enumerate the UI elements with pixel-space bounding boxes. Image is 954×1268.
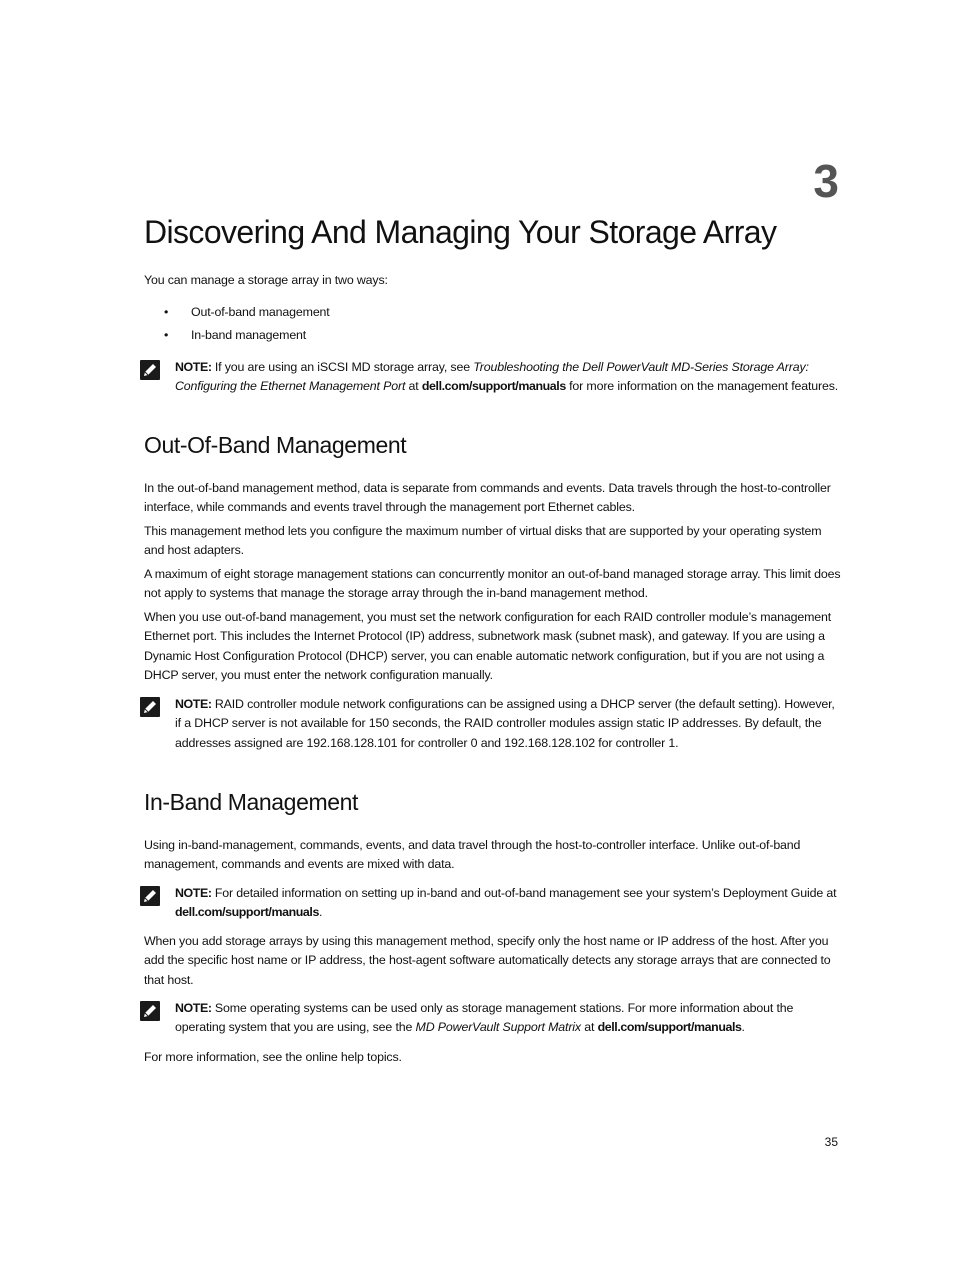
paragraph: A maximum of eight storage management stations can concurrently monitor an out-of-band managed storage array. This limit does not apply to systems that manage the storage array through the in-band management method.: [144, 567, 841, 601]
note-label: NOTE:: [175, 697, 212, 711]
manuals-link[interactable]: dell.com/support/manuals: [421, 379, 566, 394]
chapter-number: 3: [813, 155, 839, 207]
paragraph: When you use out-of-band management, you must set the network configuration for each RAID controller module’s management Ethernet port. This includes the Internet Protocol (IP) address, subnetwork mask (subnet mask), and gateway. If you are using a Dynamic Host Configuration Protocol (DHCP) server, you can enable automatic network configuration, but if you are not using a DHCP server, you must enter the network configuration manually.: [144, 610, 832, 683]
note-text-part: .: [318, 905, 323, 920]
manuals-link[interactable]: dell.com/support/manuals: [175, 905, 319, 920]
list-item: [164, 301, 330, 324]
page-number: 35: [824, 1135, 838, 1149]
note-text-part: for more information on the management features.: [565, 379, 839, 394]
note-text: [175, 695, 840, 753]
note-text-part: Some operating systems can be used only as storage management stations. For more information about the operating system that you are using, see the: [175, 1001, 794, 1035]
note-label: NOTE:: [175, 1001, 212, 1015]
list-item-text: In-band management: [191, 328, 307, 342]
bullet-icon: •: [164, 328, 169, 342]
paragraph: For more information, see the online help topics.: [144, 1050, 402, 1064]
bullet-icon: •: [164, 305, 169, 319]
paragraph: When you add storage arrays by using this management method, specify only the host name or IP address of the host. After you add the specific host name or IP address, the host-agent software automatically detects any storage arrays that are connected to that host.: [144, 934, 831, 987]
list-item-text: Out-of-band management: [191, 305, 330, 319]
doc-reference: Troubleshooting the Dell PowerVault MD-Series Storage Array: Configuring the Ethernet Management Port: [175, 360, 809, 394]
note-text-part: .: [741, 1020, 745, 1035]
management-methods-list: [164, 301, 330, 347]
manuals-link[interactable]: dell.com/support/manuals: [597, 1020, 742, 1035]
section-heading-in-band: In-Band Management: [144, 789, 358, 815]
pencil-note-icon: [140, 886, 160, 906]
intro-paragraph: You can manage a storage array in two ways:: [144, 273, 388, 287]
section-heading-out-of-band: Out-Of-Band Management: [144, 432, 407, 458]
note-label: NOTE:: [175, 886, 212, 900]
note-text-part: at: [405, 379, 422, 394]
paragraph: Using in-band-management, commands, events, and data travel through the host-to-controller interface. Unlike out-of-band management, commands and events are mixed with data.: [144, 838, 801, 872]
note-text-part: at: [580, 1020, 598, 1035]
pencil-note-icon: [140, 360, 160, 380]
paragraph: This management method lets you configure the maximum number of virtual disks that are supported by your operating system and host adapters.: [144, 524, 822, 558]
paragraph: In the out-of-band management method, data is separate from commands and events. Data travels through the host-to-controller interface, while commands and events travel through the management port Ethernet cables.: [144, 481, 831, 515]
doc-reference: MD PowerVault Support Matrix: [415, 1020, 581, 1035]
note-text-part: RAID controller module network configurations can be assigned using a DHCP server (the default setting). However, if a DHCP server is not available for 150 seconds, the RAID controller modules assign static IP addresses. By default, the addresses assigned are 192.168.128.101 for controller 0 and 192.168.128.102 for controller 1.: [175, 697, 835, 750]
note-label: NOTE:: [175, 360, 212, 374]
note-text: [175, 884, 840, 923]
pencil-note-icon: [140, 1001, 160, 1021]
chapter-title: Discovering And Managing Your Storage Array: [144, 214, 777, 250]
note-text-part: If you are using an iSCSI MD storage array, see: [211, 360, 474, 374]
note-text: [175, 358, 840, 397]
note-text-part: For detailed information on setting up in-band and out-of-band management see your system’s Deployment Guide at: [211, 886, 837, 900]
note-text: [175, 999, 840, 1038]
pencil-note-icon: [140, 697, 160, 717]
list-item: [164, 324, 330, 347]
